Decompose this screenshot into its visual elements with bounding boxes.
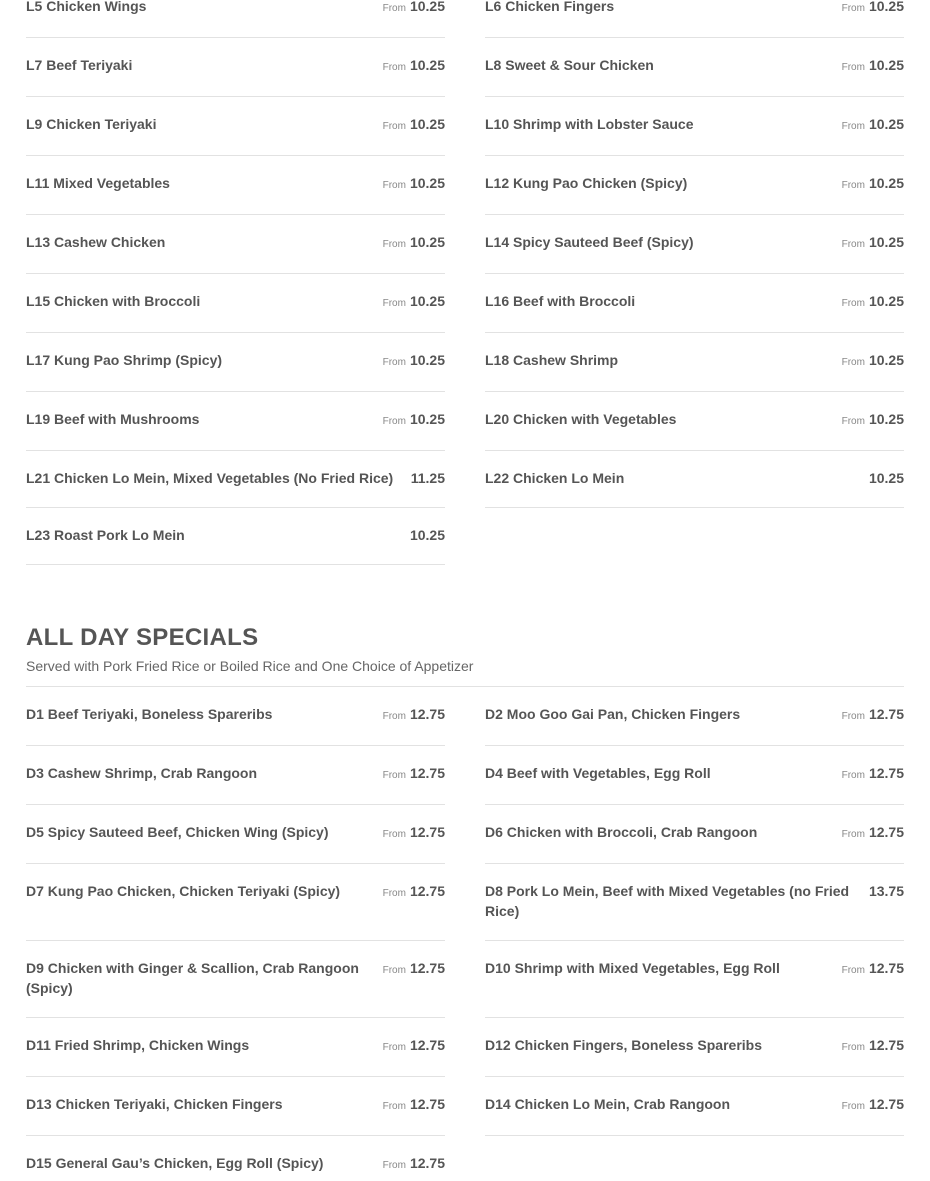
menu-item-name: L6 Chicken Fingers xyxy=(485,0,615,14)
menu-item-name: L14 Spicy Sauteed Beef (Spicy) xyxy=(485,234,694,250)
menu-item[interactable] xyxy=(26,1077,445,1136)
menu-item-name: D4 Beef with Vegetables, Egg Roll xyxy=(485,765,711,781)
menu-item-price xyxy=(842,958,904,981)
from-label: From xyxy=(382,180,406,191)
from-label: From xyxy=(382,357,406,368)
menu-item-name: D11 Fried Shrimp, Chicken Wings xyxy=(26,1037,250,1053)
menu-item[interactable] xyxy=(26,1018,445,1077)
menu-item-name: L5 Chicken Wings xyxy=(26,0,147,14)
from-label: From xyxy=(382,239,406,250)
from-label: From xyxy=(841,965,865,976)
menu-item-price xyxy=(383,0,445,19)
menu-item-name: D7 Kung Pao Chicken, Chicken Teriyaki (Spicy) xyxy=(26,883,341,899)
menu-item-price xyxy=(842,232,904,255)
price-amount: 10.25 xyxy=(409,411,445,427)
from-label: From xyxy=(841,121,865,132)
menu-item-name: D14 Chicken Lo Mein, Crab Rangoon xyxy=(485,1096,731,1112)
from-label: From xyxy=(382,965,406,976)
menu-item-name: D1 Beef Teriyaki, Boneless Spareribs xyxy=(26,706,273,722)
price-amount: 10.25 xyxy=(409,175,445,191)
price-amount: 10.25 xyxy=(868,57,904,73)
menu-item-price xyxy=(842,409,904,432)
menu-item-name: L18 Cashew Shrimp xyxy=(485,352,619,368)
menu-item[interactable] xyxy=(26,941,445,1018)
menu-item[interactable] xyxy=(485,38,904,97)
menu-item-price xyxy=(842,350,904,373)
menu-item-price xyxy=(842,822,904,845)
price-amount: 10.25 xyxy=(868,234,904,250)
from-label: From xyxy=(841,829,865,840)
price-amount: 12.75 xyxy=(868,1096,904,1112)
menu-item[interactable] xyxy=(485,746,904,805)
from-label: From xyxy=(841,180,865,191)
menu-item-price xyxy=(383,881,445,904)
from-label: From xyxy=(382,829,406,840)
price-amount: 10.25 xyxy=(409,116,445,132)
menu-item[interactable] xyxy=(26,333,445,392)
menu-item-price xyxy=(383,350,445,373)
section-subtitle: Served with Pork Fried Rice or Boiled Rice and One Choice of Appetizer xyxy=(26,658,474,674)
from-label: From xyxy=(382,770,406,781)
menu-item[interactable] xyxy=(26,746,445,805)
price-amount: 10.25 xyxy=(409,293,445,309)
price-amount: 12.75 xyxy=(868,824,904,840)
price-amount: 12.75 xyxy=(868,960,904,976)
menu-item-price xyxy=(842,763,904,786)
menu-item-name: L11 Mixed Vegetables xyxy=(26,175,170,191)
from-label: From xyxy=(841,239,865,250)
price-amount: 10.25 xyxy=(868,293,904,309)
menu-item-price xyxy=(383,822,445,845)
from-label: From xyxy=(841,357,865,368)
menu-item-price xyxy=(842,1094,904,1117)
menu-item-name: D5 Spicy Sauteed Beef, Chicken Wing (Spicy) xyxy=(26,824,329,840)
price-amount: 10.25 xyxy=(868,411,904,427)
menu-item-name: D6 Chicken with Broccoli, Crab Rangoon xyxy=(485,824,758,840)
menu-item-name: D3 Cashew Shrimp, Crab Rangoon xyxy=(26,765,258,781)
menu-item-price xyxy=(383,173,445,196)
menu-item[interactable] xyxy=(26,0,445,38)
menu-item-price xyxy=(383,291,445,314)
menu-item-name: D8 Pork Lo Mein, Beef with Mixed Vegetables (no Fried Rice) xyxy=(485,883,850,919)
price-amount: 10.25 xyxy=(409,57,445,73)
menu-item-name: D12 Chicken Fingers, Boneless Spareribs xyxy=(485,1037,762,1053)
from-label: From xyxy=(382,3,406,14)
menu-item-name: D10 Shrimp with Mixed Vegetables, Egg Roll xyxy=(485,960,780,976)
price-amount: 13.75 xyxy=(868,883,904,899)
price-amount: 10.25 xyxy=(409,527,445,543)
price-amount: 10.25 xyxy=(409,234,445,250)
from-label: From xyxy=(382,711,406,722)
menu-item[interactable] xyxy=(485,156,904,215)
from-label: From xyxy=(841,62,865,73)
menu-item-name: D13 Chicken Teriyaki, Chicken Fingers xyxy=(26,1096,283,1112)
from-label: From xyxy=(382,1101,406,1112)
menu-item-name: D9 Chicken with Ginger & Scallion, Crab Rangoon (Spicy) xyxy=(26,960,359,996)
menu-item-price xyxy=(383,958,445,981)
price-amount: 10.25 xyxy=(409,0,445,14)
menu-item-name: D15 General Gau’s Chicken, Egg Roll (Spicy) xyxy=(26,1155,324,1171)
price-amount: 12.75 xyxy=(409,824,445,840)
menu-item-name: L12 Kung Pao Chicken (Spicy) xyxy=(485,175,688,191)
menu-item[interactable] xyxy=(26,156,445,215)
price-amount: 10.25 xyxy=(868,470,904,486)
menu-item[interactable] xyxy=(485,274,904,333)
menu-item-name: D2 Moo Goo Gai Pan, Chicken Fingers xyxy=(485,706,741,722)
price-amount: 12.75 xyxy=(409,883,445,899)
price-amount: 12.75 xyxy=(409,765,445,781)
menu-item-price xyxy=(869,881,904,902)
menu-item-name: L23 Roast Pork Lo Mein xyxy=(26,527,185,543)
menu-item-price xyxy=(842,0,904,19)
price-amount: 12.75 xyxy=(868,1037,904,1053)
menu-item-price xyxy=(383,114,445,137)
price-amount: 12.75 xyxy=(868,706,904,722)
menu-item-name: L13 Cashew Chicken xyxy=(26,234,166,250)
menu-item-name: L16 Beef with Broccoli xyxy=(485,293,636,309)
from-label: From xyxy=(841,711,865,722)
menu-item[interactable] xyxy=(485,215,904,274)
menu-item-price xyxy=(410,525,445,546)
menu-item-name: L7 Beef Teriyaki xyxy=(26,57,133,73)
menu-item[interactable] xyxy=(485,941,904,1018)
menu-item[interactable] xyxy=(26,805,445,864)
from-label: From xyxy=(841,1042,865,1053)
price-amount: 10.25 xyxy=(868,116,904,132)
menu-item[interactable] xyxy=(485,1018,904,1077)
menu-item[interactable] xyxy=(485,333,904,392)
menu-item-price xyxy=(383,763,445,786)
price-amount: 12.75 xyxy=(409,960,445,976)
from-label: From xyxy=(841,770,865,781)
specials-menu-grid xyxy=(26,687,904,1181)
menu-item[interactable] xyxy=(26,38,445,97)
menu-item[interactable] xyxy=(485,1077,904,1136)
menu-item[interactable] xyxy=(26,1136,445,1181)
menu-item-price xyxy=(383,55,445,78)
menu-item[interactable] xyxy=(485,97,904,156)
menu-item-price xyxy=(383,1153,445,1176)
menu-item[interactable] xyxy=(485,0,904,38)
menu-item-name: L20 Chicken with Vegetables xyxy=(485,411,677,427)
menu-item[interactable] xyxy=(485,687,904,746)
from-label: From xyxy=(841,298,865,309)
from-label: From xyxy=(841,416,865,427)
menu-item[interactable] xyxy=(485,392,904,451)
menu-item-price xyxy=(842,704,904,727)
menu-item[interactable] xyxy=(485,451,904,508)
menu-item-name: L15 Chicken with Broccoli xyxy=(26,293,201,309)
price-amount: 12.75 xyxy=(409,1155,445,1171)
menu-item-name: L10 Shrimp with Lobster Sauce xyxy=(485,116,694,132)
menu-item-price xyxy=(383,232,445,255)
price-amount: 11.25 xyxy=(410,470,445,486)
menu-item[interactable] xyxy=(26,97,445,156)
menu-item[interactable] xyxy=(26,508,445,565)
from-label: From xyxy=(382,62,406,73)
menu-item[interactable] xyxy=(485,805,904,864)
price-amount: 12.75 xyxy=(868,765,904,781)
from-label: From xyxy=(382,1160,406,1171)
menu-item-name: L8 Sweet & Sour Chicken xyxy=(485,57,654,73)
menu-item[interactable] xyxy=(26,215,445,274)
menu-item-price xyxy=(842,173,904,196)
price-amount: 10.25 xyxy=(868,0,904,14)
menu-item-price xyxy=(383,409,445,432)
menu-item-price xyxy=(842,55,904,78)
from-label: From xyxy=(382,298,406,309)
from-label: From xyxy=(382,121,406,132)
menu-item-name: L21 Chicken Lo Mein, Mixed Vegetables (No Fried Rice) xyxy=(26,470,394,486)
menu-item[interactable] xyxy=(26,687,445,746)
from-label: From xyxy=(382,1042,406,1053)
price-amount: 12.75 xyxy=(409,1096,445,1112)
menu-item-price xyxy=(842,291,904,314)
menu-item-name: L19 Beef with Mushrooms xyxy=(26,411,200,427)
lunch-menu-grid xyxy=(26,0,904,565)
menu-item-name: L17 Kung Pao Shrimp (Spicy) xyxy=(26,352,223,368)
menu-item-price xyxy=(842,114,904,137)
section-title: ALL DAY SPECIALS xyxy=(26,624,259,651)
price-amount: 10.25 xyxy=(868,352,904,368)
menu-item-name: L9 Chicken Teriyaki xyxy=(26,116,157,132)
from-label: From xyxy=(841,3,865,14)
from-label: From xyxy=(382,888,406,899)
from-label: From xyxy=(382,416,406,427)
menu-item-price xyxy=(411,468,445,489)
menu-item[interactable] xyxy=(26,864,445,941)
menu-item-price xyxy=(383,1094,445,1117)
menu-item[interactable] xyxy=(26,392,445,451)
menu-item-price xyxy=(383,704,445,727)
menu-item[interactable] xyxy=(485,864,904,941)
from-label: From xyxy=(841,1101,865,1112)
menu-item[interactable] xyxy=(26,274,445,333)
menu-item[interactable] xyxy=(26,451,445,508)
price-amount: 12.75 xyxy=(409,706,445,722)
price-amount: 10.25 xyxy=(409,352,445,368)
menu-item-price xyxy=(383,1035,445,1058)
menu-item-price xyxy=(869,468,904,489)
menu-item-name: L22 Chicken Lo Mein xyxy=(485,470,625,486)
price-amount: 12.75 xyxy=(409,1037,445,1053)
price-amount: 10.25 xyxy=(868,175,904,191)
menu-item-price xyxy=(842,1035,904,1058)
